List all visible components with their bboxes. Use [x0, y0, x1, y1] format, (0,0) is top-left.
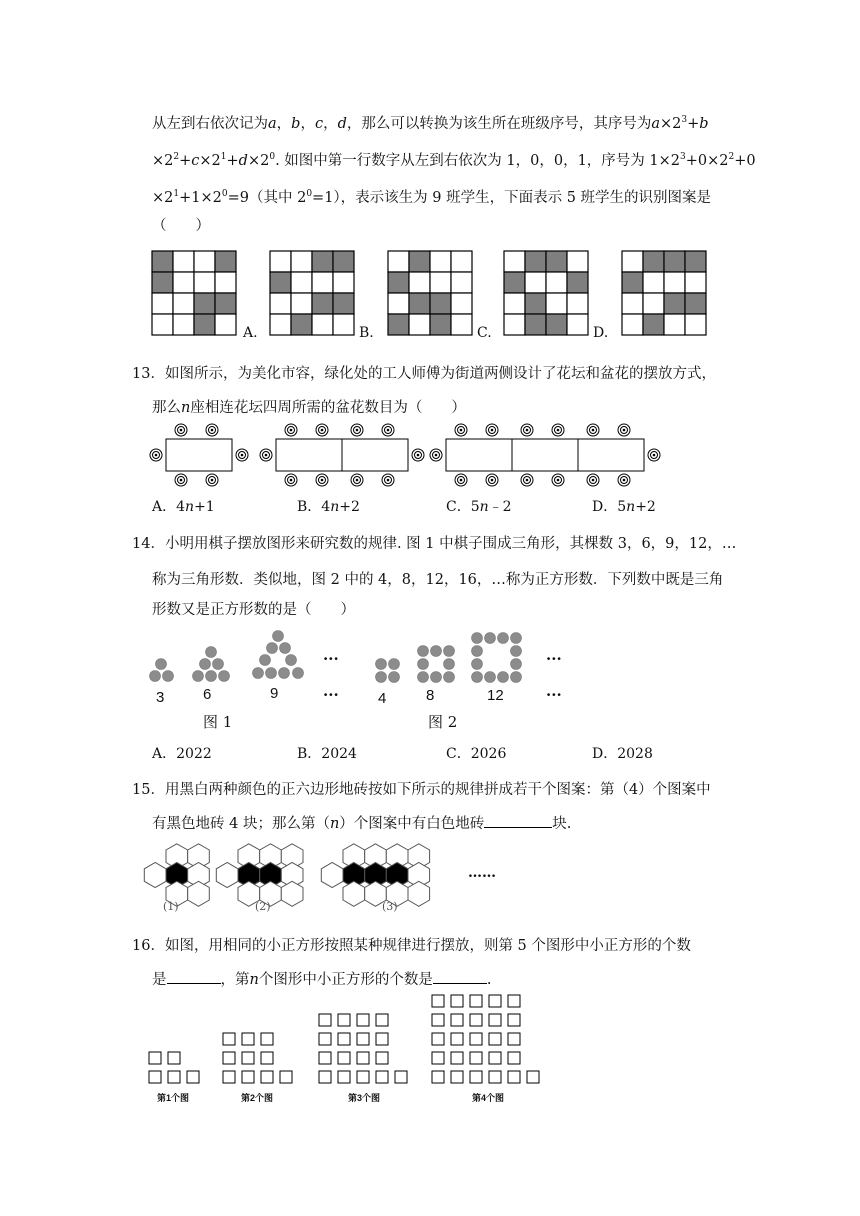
q14-text: 小明用棋子摆放图形来研究数的规律. 图 1 中棋子围成三角形，其棵数 3，6，9，12，… [164, 536, 737, 552]
q14-label-6: 6 [203, 686, 212, 703]
option-text: +2 [339, 499, 360, 515]
q15-label-2: (2) [255, 900, 271, 913]
option-letter: A． [152, 499, 177, 515]
small-square [376, 1071, 388, 1083]
q14-label-9: 9 [270, 685, 279, 702]
var-n: n [181, 400, 191, 416]
small-square [319, 1052, 331, 1064]
small-square [470, 1071, 482, 1083]
option-letter: A． [152, 746, 177, 762]
small-square [376, 1052, 388, 1064]
small-square [508, 1052, 520, 1064]
q16-text: . [486, 972, 492, 988]
times-2: ×2 [199, 153, 221, 169]
q14-label-12: 12 [487, 687, 504, 704]
q14-label-4: 4 [378, 690, 387, 707]
q15-text: 块. [552, 816, 572, 832]
small-square [338, 1052, 350, 1064]
small-square [489, 1033, 501, 1045]
q12-text: =9（其中 2 [227, 190, 307, 206]
q14-ellipsis: ··· [323, 650, 339, 668]
small-square [451, 1014, 463, 1026]
small-square [319, 1071, 331, 1083]
small-square [489, 995, 501, 1007]
small-square [223, 1052, 235, 1064]
exponent: 3 [681, 115, 688, 125]
small-square [508, 1033, 520, 1045]
option-text: 5 [617, 499, 627, 515]
var-n: n [329, 816, 340, 832]
q14-ellipsis: ··· [546, 686, 562, 704]
q12-option-a-label[interactable]: A. [243, 325, 258, 341]
small-square [242, 1052, 254, 1064]
option-text: +1 [194, 499, 215, 515]
q14-line-3: 形数又是正方形数的是（ ） [152, 602, 355, 618]
q15-ellipsis: …… [468, 865, 496, 881]
var-n: n [185, 499, 195, 515]
small-square [242, 1033, 254, 1045]
small-square [470, 995, 482, 1007]
small-square [527, 1071, 539, 1083]
small-square [357, 1071, 369, 1083]
q16-label-4: 第4个图 [472, 1093, 505, 1103]
option-text: +2 [635, 499, 656, 515]
option-text: ﹣2 [488, 499, 512, 515]
small-square [451, 1033, 463, 1045]
option-value: 2022 [176, 746, 212, 762]
small-square [470, 1033, 482, 1045]
comma: ， [323, 116, 338, 132]
plus: + [179, 153, 192, 169]
times-2: ×2 [660, 116, 682, 132]
small-square [223, 1033, 235, 1045]
q12-text: +0×2 [685, 153, 729, 169]
q16-label-1: 第1个图 [157, 1093, 190, 1103]
q12-option-b-label[interactable]: B. [359, 325, 374, 341]
q16-label-3: 第3个图 [348, 1093, 381, 1103]
q12-text: ，那么可以转换为该生所在班级序号，其序号为 [346, 116, 652, 132]
small-square [470, 1014, 482, 1026]
option-text: 4 [176, 499, 186, 515]
small-square [432, 1052, 444, 1064]
small-square [149, 1071, 161, 1083]
exponent: 3 [680, 152, 686, 162]
small-square [451, 1071, 463, 1083]
q13-text: 那么 [152, 400, 181, 416]
q15-label-1: (1) [163, 900, 179, 913]
small-square [376, 1014, 388, 1026]
small-square [508, 1014, 520, 1026]
q16-text: 如图，用相同的小正方形按照某种规律进行摆放，则第 5 个图形中小正方形的个数 [164, 938, 691, 954]
var-a: a [268, 116, 277, 132]
q14-fig1-caption: 图 1 [203, 713, 233, 731]
small-square [489, 1071, 501, 1083]
q12-option-d-label[interactable]: D. [593, 325, 609, 341]
small-square [376, 1033, 388, 1045]
small-square [432, 995, 444, 1007]
q15-text: ）个图案中有白色地砖 [339, 816, 485, 832]
q14-ellipsis: ··· [546, 650, 562, 668]
var-n: n [249, 972, 259, 988]
question-number: 15． [132, 782, 165, 798]
exponent: 2 [173, 152, 180, 162]
small-square [223, 1071, 235, 1083]
option-letter: B． [297, 746, 322, 762]
question-number: 13． [132, 366, 165, 382]
small-square [280, 1071, 292, 1083]
option-letter: D． [592, 746, 618, 762]
small-square [432, 1071, 444, 1083]
plus: + [226, 153, 239, 169]
small-square [168, 1071, 180, 1083]
q14-label-8: 8 [426, 687, 435, 704]
q12-text: +1×2 [179, 190, 222, 206]
small-square [242, 1071, 254, 1083]
small-square [187, 1071, 199, 1083]
option-letter: C． [446, 499, 471, 515]
small-square [451, 995, 463, 1007]
option-text: 4 [321, 499, 331, 515]
small-square [319, 1033, 331, 1045]
var-a: a [651, 116, 661, 132]
var-b: b [291, 116, 301, 132]
question-number: 16． [132, 938, 165, 954]
q16-label-2: 第2个图 [241, 1093, 274, 1103]
exponent: 0 [221, 189, 228, 199]
var-c: c [191, 153, 200, 169]
q15-text: 用黑白两种颜色的正六边形地砖按如下所示的规律拼成若干个图案：第（4）个图案中 [164, 782, 711, 798]
small-square [508, 995, 520, 1007]
var-n: n [626, 499, 636, 515]
var-b: b [699, 116, 709, 132]
question-number: 14． [132, 536, 165, 552]
option-value: 2024 [321, 746, 357, 762]
exponent: 0 [306, 189, 313, 199]
small-square [395, 1071, 407, 1083]
q13-text: 如图所示，为美化市容，绿化处的工人师傅为街道两侧设计了花坛和盆花的摆放方式， [164, 366, 716, 382]
small-square [489, 1052, 501, 1064]
small-square [451, 1052, 463, 1064]
small-square [168, 1052, 180, 1064]
small-square [261, 1071, 273, 1083]
small-square [338, 1033, 350, 1045]
small-square [338, 1014, 350, 1026]
option-value: 2028 [617, 746, 653, 762]
option-text: 5 [470, 499, 480, 515]
small-square [357, 1052, 369, 1064]
q12-text: +0 [734, 153, 756, 169]
small-square [261, 1033, 273, 1045]
small-square [319, 1014, 331, 1026]
q14-label-3: 3 [156, 689, 165, 706]
small-square [508, 1071, 520, 1083]
small-square [338, 1071, 350, 1083]
exponent: 1 [173, 189, 180, 199]
exponent: 0 [269, 152, 276, 162]
small-square [357, 1014, 369, 1026]
times-2: ×2 [152, 190, 174, 206]
option-letter: D． [592, 499, 618, 515]
q12-text: 从左到右依次记为 [152, 116, 268, 132]
q13-text: 座相连花坛四周所需的盆花数目为（ ） [190, 400, 466, 416]
q14-ellipsis: ··· [323, 686, 339, 704]
small-square [261, 1052, 273, 1064]
small-square [432, 1033, 444, 1045]
q16-text: 个图形中小正方形的个数是 [258, 972, 433, 988]
q14-fig2-caption: 图 2 [428, 713, 458, 731]
var-c: c [314, 116, 324, 132]
comma: ， [276, 116, 292, 132]
q12-text: =1），表示该生为 9 班学生，下面表示 5 班学生的识别图案是 [312, 190, 712, 206]
q16-text: 是 [152, 972, 167, 988]
var-d: d [337, 116, 347, 132]
var-d: d [238, 153, 248, 169]
var-n: n [330, 499, 340, 515]
small-square [489, 1014, 501, 1026]
option-letter: B． [297, 499, 322, 515]
q12-option-c-label[interactable]: C. [477, 325, 492, 341]
exponent: 1 [220, 152, 227, 162]
small-square [470, 1052, 482, 1064]
small-square [357, 1033, 369, 1045]
option-value: 2026 [470, 746, 507, 762]
q15-text: 有黑色地砖 4 块；那么第（ [152, 816, 330, 832]
exponent: 2 [728, 152, 735, 162]
q16-text: ，第 [220, 972, 250, 988]
small-square [149, 1052, 161, 1064]
q14-line-2: 称为三角形数．类似地，图 2 中的 4，8，12，16，…称为正方形数．下列数中既是三角 [152, 572, 724, 588]
small-square [432, 1014, 444, 1026]
option-letter: C． [446, 746, 471, 762]
q12-answer-bracket: （ ） [152, 218, 210, 234]
plus: + [687, 116, 700, 132]
times-2: ×2 [152, 153, 174, 169]
var-n: n [479, 499, 489, 515]
q15-label-3: (3) [382, 900, 398, 913]
times-2: ×2 [247, 153, 270, 169]
comma: ， [300, 116, 315, 132]
q12-text: . 如图中第一行数字从左到右依次为 1，0，0，1，序号为 1×2 [275, 153, 680, 169]
